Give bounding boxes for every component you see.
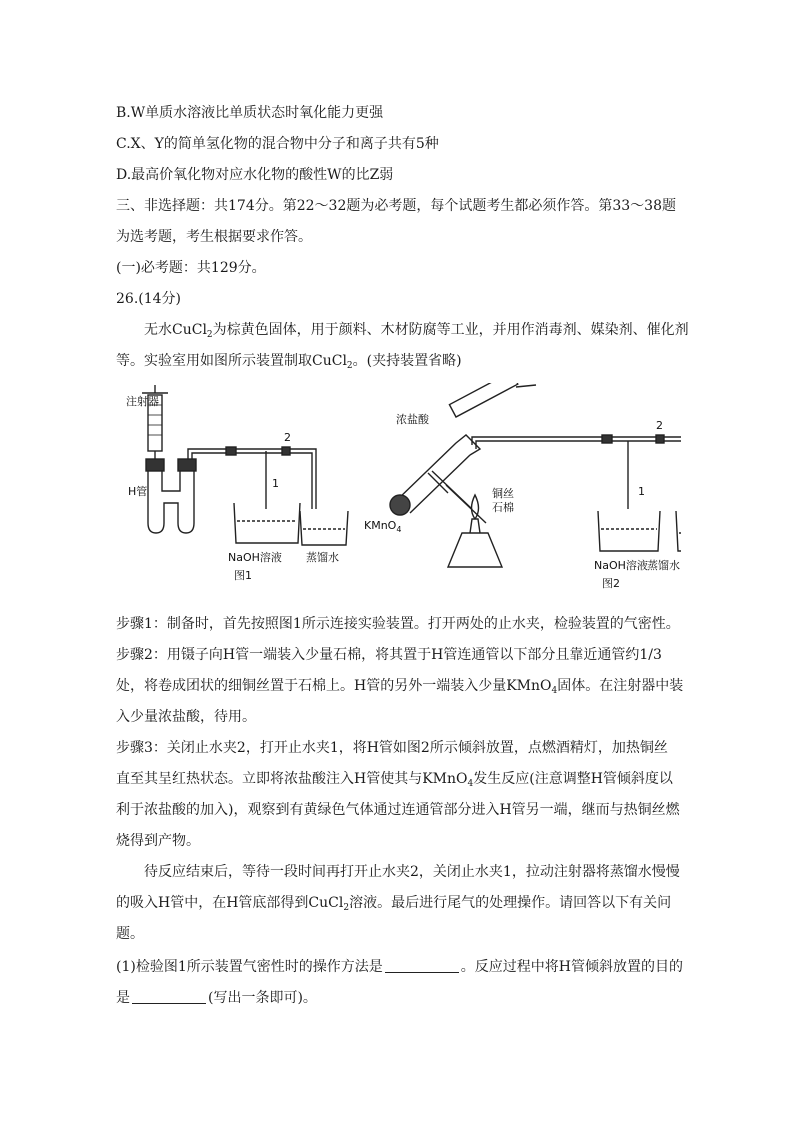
- after-sub: 2: [343, 903, 350, 913]
- step3-line2: [116, 769, 673, 789]
- after-line1: 待反应结束后，等待一段时间再打开止水夹2，关闭止水夹1，拉动注射器将蒸馏水慢慢: [144, 864, 680, 880]
- apparatus-figure: [116, 383, 681, 598]
- fig2-label-kmno4: KMnO$_4$: [364, 519, 402, 534]
- intro2-text-a: 等。实验室用如图所示装置制取CuCl: [116, 353, 347, 369]
- after-line2: [116, 893, 671, 913]
- required-header: (一)必考题：共129分。: [116, 260, 266, 276]
- step3-line1: 步骤3：关闭止水夹2，打开止水夹1，将H管如图2所示倾斜放置，点燃酒精灯，加热铜丝: [116, 740, 668, 756]
- fig2-water-beaker: [676, 511, 681, 551]
- step3-line4: 烧得到产物。: [116, 833, 200, 849]
- intro1-text-b: 为棕黄色固体，用于颜料、木材防腐等工业，并用作消毒剂、媒染剂、催化剂: [212, 322, 689, 338]
- q1-text-c: 是: [116, 990, 130, 1006]
- fig1-caption: 图1: [234, 569, 252, 582]
- step3-sub: 4: [467, 779, 474, 789]
- fig1-label-naoh: NaOH溶液: [228, 551, 282, 564]
- fig2-label-clamp2: 2: [656, 419, 663, 432]
- fig1-label-clamp2: 2: [284, 431, 291, 444]
- section3-line1: 三、非选择题：共174分。第22～32题为必考题，每个试题考生都必须作答。第33～38题: [116, 198, 676, 214]
- fig2-naoh-beaker: [598, 511, 660, 551]
- fig2-caption: 图2: [602, 577, 620, 590]
- after-line3: 题。: [116, 926, 144, 942]
- fig2-label-water: 蒸馏水: [647, 559, 680, 572]
- step3-text-b: 发生反应(注意调整H管倾斜度以: [473, 771, 673, 787]
- step2-line2: [116, 676, 683, 696]
- fig2-label-clamp1: 1: [638, 485, 645, 498]
- step2-text-a: 处，将卷成团状的细铜丝置于石棉上。H管的另外一端装入少量KMnO: [116, 678, 552, 694]
- step2-line3: 入少量浓盐酸，待用。: [116, 709, 256, 725]
- q1-text-b: 。反应过程中将H管倾斜放置的目的: [460, 959, 683, 975]
- fig1-h-tube: [148, 469, 194, 533]
- fig1-naoh-beaker: [234, 503, 300, 543]
- step3-line3: 利于浓盐酸的加入)，观察到有黄绿色气体通过连通管部分进入H管另一端，继而与热铜丝燃: [116, 802, 680, 818]
- intro2-sub: 2: [346, 361, 353, 371]
- q26-header: 26.(14分): [116, 291, 182, 307]
- option-c: C.X、Y的简单氢化物的混合物中分子和离子共有5种: [116, 136, 439, 152]
- step2-text-b: 固体。在注射器中装: [557, 678, 684, 694]
- step3-text-a: 直至其呈红热状态。立即将浓盐酸注入H管使其与KMnO: [116, 771, 468, 787]
- intro2-text-b: 。(夹持装置省略): [352, 353, 462, 369]
- fig2-kmno4-ball: [390, 495, 410, 515]
- option-b: B.W单质水溶液比单质状态时氧化能力更强: [116, 105, 384, 121]
- fig1-label-clamp1: 1: [272, 477, 279, 490]
- q26-intro-line2: [116, 351, 462, 371]
- section3-line2: 为选考题，考生根据要求作答。: [116, 229, 312, 245]
- question1-line1: [116, 957, 683, 977]
- intro1-sub: 2: [206, 330, 213, 340]
- fig2-alcohol-lamp: [448, 533, 502, 567]
- fig1-water-beaker: [300, 511, 348, 545]
- fig2-syringe: [449, 383, 517, 417]
- q1-answer-blank-2[interactable]: [132, 989, 206, 1004]
- step2-line1: 步骤2：用镊子向H管一端装入少量石棉，将其置于H管连通管以下部分且靠近通管约1/3: [116, 647, 662, 663]
- fig2-label-hcl: 浓盐酸: [396, 413, 429, 426]
- fig2-label-asbestos: 石棉: [492, 501, 514, 514]
- fig1-label-syringe: 注射器: [126, 395, 159, 408]
- step2-sub: 4: [551, 686, 558, 696]
- fig1-label-htube: H管: [128, 485, 148, 498]
- q1-text-d: (写出一条即可)。: [208, 990, 317, 1006]
- fig2-label-copper: 铜丝: [492, 487, 514, 500]
- question1-line2: [116, 988, 317, 1008]
- q1-answer-blank-1[interactable]: [385, 958, 459, 973]
- step1: 步骤1：制备时，首先按照图1所示连接实验装置。打开两处的止水夹，检验装置的气密性。: [116, 616, 680, 632]
- q1-text-a: (1)检验图1所示装置气密性时的操作方法是: [116, 959, 383, 975]
- option-d: D.最高价氧化物对应水化物的酸性W的比Z弱: [116, 167, 394, 183]
- fig1-label-water: 蒸馏水: [306, 551, 339, 564]
- after-text-b: 溶液。最后进行尾气的处理操作。请回答以下有关问: [349, 895, 672, 911]
- fig2-label-naoh: NaOH溶液: [594, 559, 648, 572]
- after-text-a: 的吸入H管中，在H管底部得到CuCl: [116, 895, 344, 911]
- intro1-text-a: 无水CuCl: [144, 322, 207, 338]
- q26-intro-line1: [144, 320, 689, 340]
